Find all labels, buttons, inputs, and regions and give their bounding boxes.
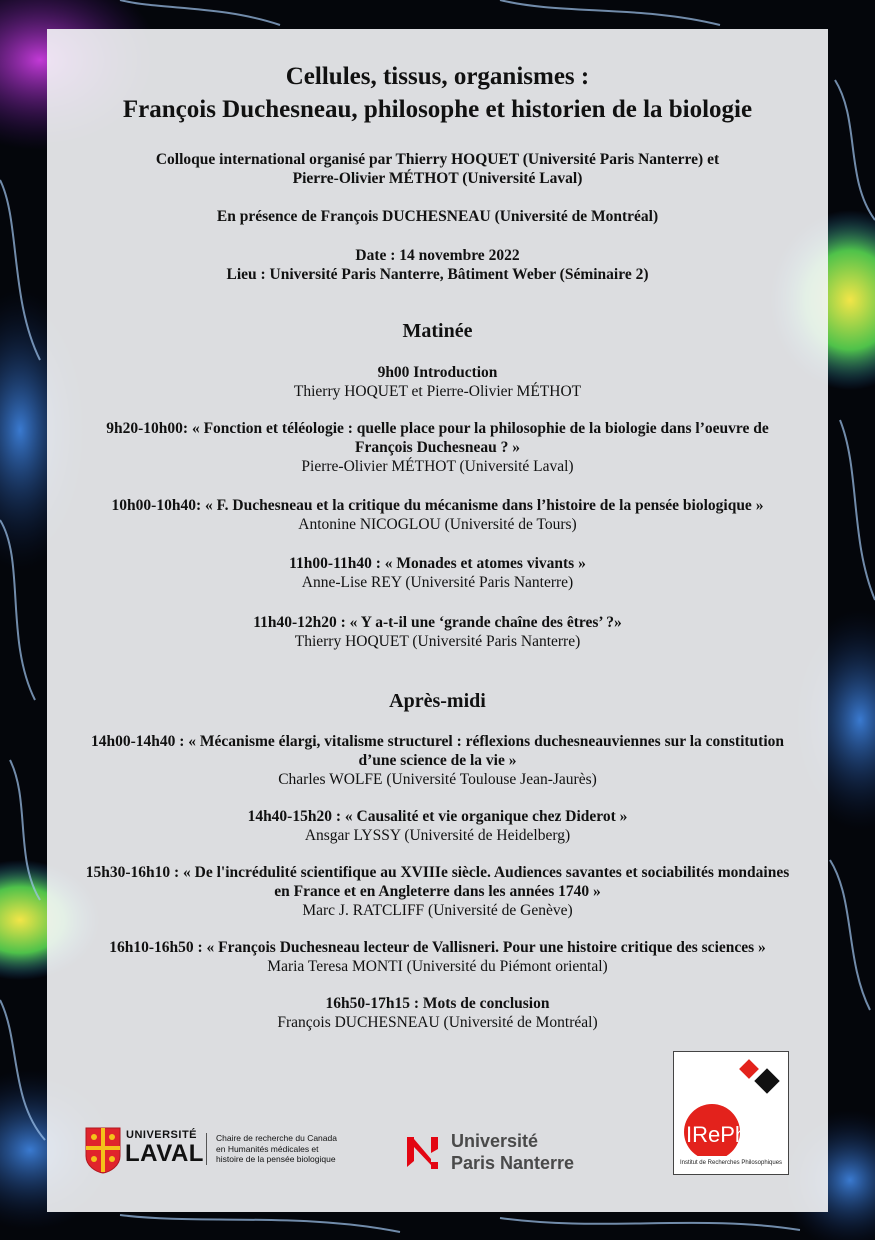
laval-logo — [84, 1124, 364, 1174]
laval-chair-line-1: Chaire de recherche du Canada — [216, 1133, 337, 1143]
session-title: 10h00-10h40: « F. Duchesneau et la critique du mécanisme dans l’histoire de la pensée biologique » — [111, 497, 764, 514]
session-title: 11h40-12h20 : « Y a-t-il une ‘grande chaîne des êtres’ ?» — [253, 614, 622, 631]
nanterre-line-2: Paris Nanterre — [451, 1153, 575, 1173]
laval-university-label: UNIVERSITÉ — [126, 1129, 198, 1141]
program-panel — [47, 29, 828, 1212]
session-title: 15h30-16h10 : « De l'incrédulité scientifique au XVIIIe siècle. Audiences savantes et sociabilités mondaines — [85, 864, 790, 881]
session-speaker: Maria Teresa MONTI (Université du Piémont oriental) — [267, 958, 608, 975]
title-line-1: Cellules, tissus, organismes : — [285, 63, 590, 90]
session-speaker: Pierre-Olivier MÉTHOT (Université Laval) — [301, 458, 574, 475]
laval-chair-line-2: en Humanités médicales et — [216, 1143, 319, 1154]
session-title: 14h00-14h40 : « Mécanisme élargi, vitalisme structurel : réflexions duchesneauviennes sur la constitution — [90, 733, 784, 750]
nanterre-line-1: Université — [451, 1131, 539, 1151]
session-speaker: Anne-Lise REY (Université Paris Nanterre) — [301, 574, 574, 591]
nanterre-logo — [405, 1129, 605, 1177]
laval-shield-icon — [84, 1126, 122, 1174]
ireph-name: IRePh — [686, 1122, 748, 1147]
session-title-cont: en France et en Angleterre dans les années 1740 » — [274, 883, 601, 900]
ireph-subtitle: Institut de Recherches Philosophiques — [679, 1160, 783, 1166]
session-speaker: Antonine NICOGLOU (Université de Tours) — [298, 516, 577, 533]
session-title: 16h50-17h15 : Mots de conclusion — [325, 995, 550, 1012]
session-title-cont: François Duchesneau ? » — [355, 439, 520, 456]
ireph-logo — [673, 1051, 789, 1175]
session-title: 9h00 Introduction — [377, 364, 498, 381]
session-title: 14h40-15h20 : « Causalité et vie organique chez Diderot » — [247, 808, 628, 825]
session-speaker: Marc J. RATCLIFF (Université de Genève) — [302, 902, 573, 919]
session-speaker: Charles WOLFE (Université Toulouse Jean-Jaurès) — [278, 771, 597, 788]
session-title-cont: d’une science de la vie » — [358, 752, 517, 769]
session-speaker: Thierry HOQUET (Université Paris Nanterre) — [294, 633, 581, 650]
title-line-2: François Duchesneau, philosophe et historien de la biologie — [122, 96, 753, 123]
session-speaker: Thierry HOQUET et Pierre-Olivier MÉTHOT — [293, 383, 582, 400]
afternoon-heading: Après-midi — [389, 690, 486, 712]
session-speaker: Ansgar LYSSY (Université de Heidelberg) — [304, 827, 571, 844]
laval-name: LAVAL — [125, 1140, 204, 1167]
session-title: 11h00-11h40 : « Monades et atomes vivants » — [289, 555, 586, 572]
presence-line: En présence de François DUCHESNEAU (Université de Montréal) — [216, 208, 659, 225]
place-line: Lieu : Université Paris Nanterre, Bâtiment Weber (Séminaire 2) — [226, 266, 649, 283]
laval-chair-line-3: histoire de la pensée biologique — [216, 1154, 336, 1164]
organizers-line-1: Colloque international organisé par Thierry HOQUET (Université Paris Nanterre) et — [155, 151, 720, 168]
organizers-line-2: Pierre-Olivier MÉTHOT (Université Laval) — [292, 170, 583, 187]
nanterre-n-icon — [405, 1133, 445, 1173]
session-title: 9h20-10h00: « Fonction et téléologie : quelle place pour la philosophie de la biologie dans l’oeuvre de — [106, 420, 769, 437]
date-line: Date : 14 novembre 2022 — [355, 247, 520, 264]
session-speaker: François DUCHESNEAU (Université de Montréal) — [277, 1014, 598, 1031]
session-title: 16h10-16h50 : « François Duchesneau lecteur de Vallisneri. Pour une histoire critique des sciences » — [109, 939, 766, 956]
morning-heading: Matinée — [402, 320, 473, 342]
